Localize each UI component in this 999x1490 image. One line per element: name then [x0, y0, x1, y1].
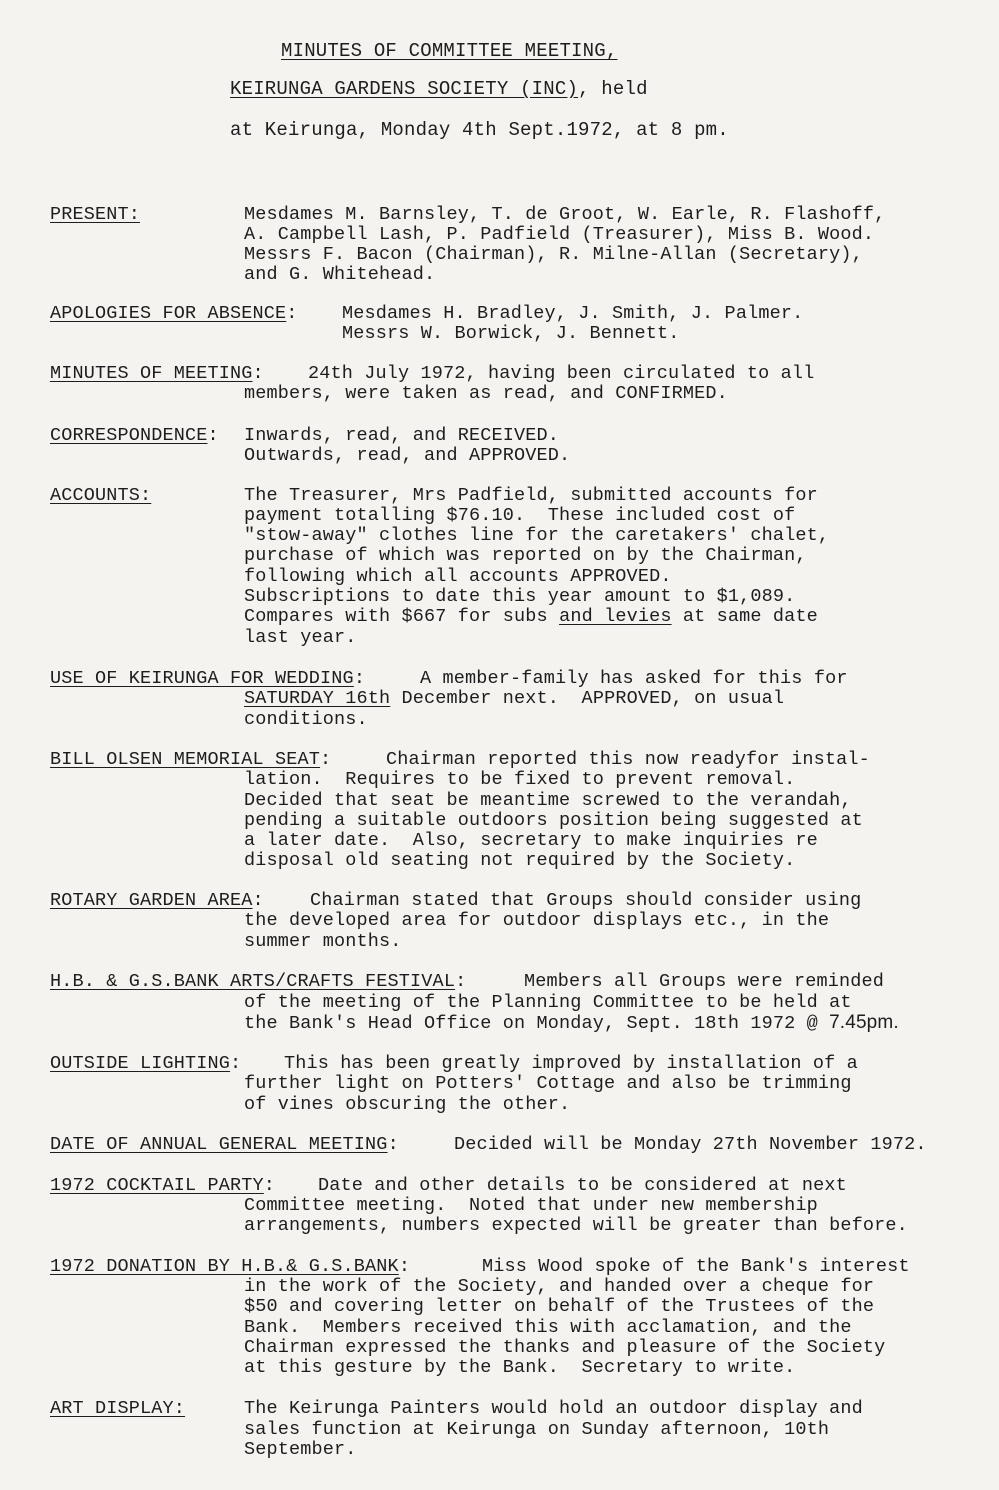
donation-line: Miss Wood spoke of the Bank's interest	[482, 1256, 910, 1277]
accounts-line: purchase of which was reported on by the Chairman,	[244, 545, 807, 566]
cocktail-sep: :	[263, 1175, 276, 1196]
correspondence-sep: :	[207, 425, 219, 446]
present-line: Mesdames M. Barnsley, T. de Groot, W. Earle, R. Flashoff,	[244, 204, 886, 225]
correspondence-line: Outwards, read, and APPROVED.	[244, 445, 571, 466]
wedding-line: A member-family has asked for this for	[420, 668, 848, 689]
seat-heading	[50, 749, 331, 770]
present-line: Messrs F. Bacon (Chairman), R. Milne-Allan (Secretary),	[244, 244, 863, 265]
cocktail-line: arrangements, numbers expected will be greater than before.	[244, 1215, 908, 1236]
rotary-heading-text: ROTARY GARDEN AREA	[50, 890, 253, 911]
correspondence-line: Inwards, read, and RECEIVED.	[244, 425, 560, 446]
agm-sep: :	[387, 1134, 399, 1155]
minutes-heading	[50, 363, 264, 384]
accounts-line: payment totalling $76.10. These included cost of	[244, 505, 796, 526]
festival-line: Members all Groups were reminded	[524, 971, 885, 992]
accounts-line: last year.	[244, 627, 357, 648]
cocktail-line: Date and other details to be considered at next	[318, 1175, 847, 1196]
minutes-heading-text: MINUTES OF MEETING	[50, 363, 253, 384]
lighting-sep: :	[230, 1053, 242, 1074]
lighting-heading-text: OUTSIDE LIGHTING	[50, 1053, 231, 1074]
seat-sep: :	[320, 749, 332, 770]
lighting-line: of vines obscuring the other.	[244, 1094, 571, 1115]
seat-line: pending a suitable outdoors position being suggested at	[244, 810, 863, 831]
festival-sep: :	[455, 971, 467, 992]
accounts-line: "stow-away" clothes line for the caretakers' chalet,	[244, 525, 830, 546]
rotary-heading	[50, 890, 264, 911]
art-line: sales function at Keirunga on Sunday afternoon, 10th	[244, 1419, 830, 1440]
correspondence-heading-text: CORRESPONDENCE	[50, 425, 208, 446]
wedding-line	[244, 688, 784, 709]
accounts-line-end: at same date	[671, 606, 818, 627]
accounts-heading: ACCOUNTS:	[50, 485, 152, 506]
festival-line-text: the Bank's Head Office on Monday, Sept. 18th 1972 @	[244, 1013, 830, 1034]
donation-sep: :	[398, 1256, 411, 1277]
agm-heading-text: DATE OF ANNUAL GENERAL MEETING	[50, 1134, 388, 1155]
wedding-line: conditions.	[244, 709, 368, 730]
festival-line	[244, 1012, 899, 1034]
accounts-line: The Treasurer, Mrs Padfield, submitted accounts for	[244, 485, 818, 506]
society-line-suffix: , held	[578, 78, 648, 100]
agm-heading	[50, 1134, 399, 1155]
society-line	[230, 78, 648, 100]
rotary-sep: :	[252, 890, 264, 911]
minutes-line: 24th July 1972, having been circulated to all	[308, 363, 815, 384]
wedding-heading	[50, 668, 365, 689]
donation-line: Chairman expressed the thanks and pleasure of the Society	[244, 1337, 886, 1358]
seat-line: a later date. Also, secretary to make inquiries re	[244, 830, 818, 851]
art-line: September.	[244, 1439, 357, 1460]
lighting-line: further light on Potters' Cottage and also be trimming	[244, 1073, 852, 1094]
present-line: A. Campbell Lash, P. Padfield (Treasurer), Miss B. Wood.	[244, 224, 875, 245]
apologies-line: Messrs W. Borwick, J. Bennett.	[342, 323, 680, 344]
cocktail-line: Committee meeting. Noted that under new membership	[244, 1195, 818, 1216]
society-name: KEIRUNGA GARDENS SOCIETY (INC)	[230, 78, 579, 100]
seat-line: Decided that seat be meantime screwed to the verandah,	[244, 790, 852, 811]
art-line: The Keirunga Painters would hold an outdoor display and	[244, 1398, 863, 1419]
apologies-line: Mesdames H. Bradley, J. Smith, J. Palmer.	[342, 303, 804, 324]
cocktail-heading	[50, 1175, 275, 1196]
donation-line: $50 and covering letter on behalf of the Trustees of the	[244, 1296, 875, 1317]
minutes-line: members, were taken as read, and CONFIRMED.	[244, 383, 728, 404]
minutes-sep: :	[252, 363, 264, 384]
saturday-text: SATURDAY 16th	[244, 688, 391, 709]
accounts-line	[244, 606, 818, 627]
art-heading: ART DISPLAY:	[50, 1398, 186, 1419]
donation-line: at this gesture by the Bank. Secretary to write.	[244, 1357, 796, 1378]
lighting-heading	[50, 1053, 241, 1074]
cocktail-heading-text: 1972 COCKTAIL PARTY	[50, 1175, 264, 1196]
accounts-line: Subscriptions to date this year amount to $1,089.	[244, 586, 796, 607]
festival-time: 7.45pm.	[829, 1012, 899, 1033]
accounts-line-text: Compares with $667 for subs	[244, 606, 560, 627]
wedding-line-rest: December next. APPROVED, on usual	[390, 688, 785, 709]
donation-line: in the work of the Society, and handed over a cheque for	[244, 1276, 875, 1297]
lighting-line: This has been greatly improved by installation of a	[284, 1053, 858, 1074]
wedding-heading-text: USE OF KEIRUNGA FOR WEDDING	[50, 668, 354, 689]
levies-text: and levies	[559, 606, 672, 627]
document-title: MINUTES OF COMMITTEE MEETING,	[281, 40, 618, 62]
festival-line: of the meeting of the Planning Committee to be held at	[244, 992, 852, 1013]
rotary-line: summer months.	[244, 931, 402, 952]
festival-heading	[50, 971, 466, 992]
seat-line: Chairman reported this now readyfor instal-	[386, 749, 870, 770]
meeting-details: at Keirunga, Monday 4th Sept.1972, at 8 pm.	[230, 119, 729, 141]
present-heading: PRESENT:	[50, 204, 141, 225]
donation-heading	[50, 1256, 410, 1277]
festival-heading-text: H.B. & G.S.BANK ARTS/CRAFTS FESTIVAL	[50, 971, 456, 992]
rotary-line: the developed area for outdoor displays etc., in the	[244, 910, 830, 931]
apologies-heading-text: APOLOGIES FOR ABSENCE	[50, 303, 287, 324]
wedding-sep: :	[353, 668, 366, 689]
seat-line: disposal old seating not required by the Society.	[244, 850, 796, 871]
apologies-heading	[50, 303, 298, 324]
accounts-line: following which all accounts APPROVED.	[244, 566, 672, 587]
donation-line: Bank. Members received this with acclamation, and the	[244, 1317, 852, 1338]
correspondence-heading	[50, 425, 219, 446]
apologies-sep: :	[286, 303, 298, 324]
agm-line: Decided will be Monday 27th November 1972.	[454, 1134, 927, 1155]
donation-heading-text: 1972 DONATION BY H.B.& G.S.BANK	[50, 1256, 399, 1277]
present-line: and G. Whitehead.	[244, 264, 436, 285]
rotary-line: Chairman stated that Groups should consider using	[310, 890, 862, 911]
seat-line: lation. Requires to be fixed to prevent removal.	[244, 769, 796, 790]
seat-heading-text: BILL OLSEN MEMORIAL SEAT	[50, 749, 321, 770]
